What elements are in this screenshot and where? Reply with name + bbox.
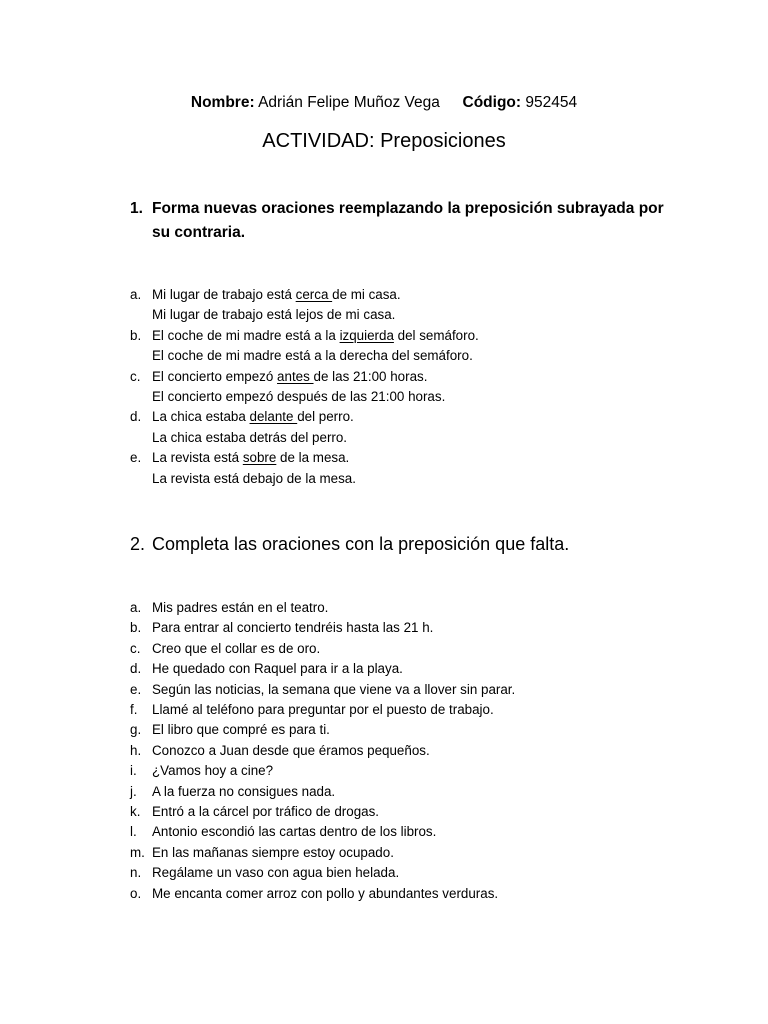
list-item bbox=[130, 639, 630, 659]
sentence-end: del semáforo. bbox=[393, 327, 479, 343]
question-1-instruction: Forma nuevas oraciones reemplazando la preposición subrayada por su contraria. bbox=[152, 200, 664, 241]
item-letter: c. bbox=[130, 368, 141, 384]
list-item bbox=[130, 761, 630, 781]
completed-sentence: Llamé al teléfono para preguntar por el puesto de trabajo. bbox=[152, 702, 494, 718]
sentence-end: de las 21:00 horas. bbox=[313, 368, 428, 384]
question-1-number: 1. bbox=[130, 200, 143, 217]
sentence-start: La chica estaba bbox=[152, 409, 250, 425]
completed-sentence: Entró a la cárcel por tráfico de drogas. bbox=[152, 804, 380, 820]
answer-sentence: Mi lugar de trabajo está lejos de mi casa. bbox=[152, 307, 396, 323]
underlined-preposition: antes bbox=[277, 368, 314, 384]
completed-sentence: He quedado con Raquel para ir a la playa. bbox=[152, 661, 403, 677]
list-item bbox=[130, 884, 630, 904]
list-item bbox=[130, 700, 630, 720]
item-letter: a. bbox=[130, 287, 142, 302]
page-title: ACTIVIDAD: Preposiciones bbox=[262, 130, 506, 152]
sentence-end: del perro. bbox=[297, 409, 354, 425]
completed-sentence: A la fuerza no consigues nada. bbox=[152, 783, 336, 799]
student-name: Adrián Felipe Muñoz Vega bbox=[258, 94, 440, 111]
question-2-list bbox=[130, 598, 630, 904]
question-1-list bbox=[130, 285, 630, 489]
original-sentence bbox=[152, 328, 479, 343]
sentence-start: El concierto empezó bbox=[152, 368, 278, 384]
sentence-end: de la mesa. bbox=[276, 450, 350, 466]
completed-sentence: En las mañanas siempre estoy ocupado. bbox=[152, 844, 394, 860]
underlined-preposition: izquierda bbox=[339, 327, 394, 343]
question-1 bbox=[130, 197, 670, 245]
item-letter: o. bbox=[130, 885, 142, 901]
completed-sentence: Creo que el collar es de oro. bbox=[152, 640, 321, 656]
item-letter: f. bbox=[130, 702, 138, 718]
item-letter: l. bbox=[130, 824, 137, 840]
list-item bbox=[130, 285, 630, 326]
item-letter: k. bbox=[130, 804, 141, 820]
completed-sentence: Mis padres están en el teatro. bbox=[152, 600, 329, 615]
original-sentence bbox=[152, 450, 349, 465]
item-letter: c. bbox=[130, 640, 141, 656]
list-item bbox=[130, 863, 630, 883]
completed-sentence: Conozco a Juan desde que éramos pequeños. bbox=[152, 742, 430, 758]
item-letter: g. bbox=[130, 722, 142, 738]
item-letter: e. bbox=[130, 681, 142, 697]
completed-sentence: ¿Vamos hoy a cine? bbox=[152, 763, 274, 779]
item-letter: b. bbox=[130, 620, 142, 636]
list-item bbox=[130, 326, 630, 367]
question-2 bbox=[130, 532, 690, 556]
item-letter: a. bbox=[130, 600, 142, 615]
item-letter: d. bbox=[130, 409, 142, 425]
completed-sentence: Para entrar al concierto tendréis hasta las 21 h. bbox=[152, 620, 434, 636]
completed-sentence: Me encanta comer arroz con pollo y abundantes verduras. bbox=[152, 885, 499, 901]
list-item bbox=[130, 720, 630, 740]
list-item bbox=[130, 680, 630, 700]
item-letter: n. bbox=[130, 865, 142, 881]
completed-sentence: Regálame un vaso con agua bien helada. bbox=[152, 865, 400, 881]
original-sentence bbox=[152, 409, 354, 424]
answer-sentence: La revista está debajo de la mesa. bbox=[152, 470, 356, 486]
list-item bbox=[130, 659, 630, 679]
item-letter: b. bbox=[130, 327, 142, 343]
item-letter: j. bbox=[130, 783, 137, 799]
underlined-preposition: cerca bbox=[295, 287, 333, 302]
list-item bbox=[130, 802, 630, 822]
answer-sentence: El concierto empezó después de las 21:00 horas. bbox=[152, 389, 446, 405]
item-letter: i. bbox=[130, 763, 137, 779]
list-item bbox=[130, 741, 630, 761]
sentence-end: de mi casa. bbox=[332, 287, 401, 302]
question-2-instruction: Completa las oraciones con la preposición que falta. bbox=[152, 534, 570, 554]
answer-sentence: El coche de mi madre está a la derecha del semáforo. bbox=[152, 348, 473, 364]
item-letter: h. bbox=[130, 742, 142, 758]
item-letter: e. bbox=[130, 450, 142, 466]
original-sentence bbox=[152, 287, 401, 302]
list-item bbox=[130, 448, 630, 489]
sentence-start: Mi lugar de trabajo está bbox=[152, 287, 296, 302]
item-letter: d. bbox=[130, 661, 142, 677]
sentence-start: La revista está bbox=[152, 450, 243, 466]
name-label: Nombre: bbox=[190, 94, 255, 111]
completed-sentence: Según las noticias, la semana que viene va a llover sin parar. bbox=[152, 681, 516, 697]
item-letter: m. bbox=[130, 844, 145, 860]
original-sentence bbox=[152, 369, 427, 384]
list-item bbox=[130, 407, 630, 448]
sentence-start: El coche de mi madre está a la bbox=[152, 327, 340, 343]
list-item bbox=[130, 843, 630, 863]
underlined-preposition: delante bbox=[249, 409, 298, 425]
list-item bbox=[130, 822, 630, 842]
list-item bbox=[130, 782, 630, 802]
code-label: Código: bbox=[462, 94, 522, 111]
question-2-number: 2. bbox=[130, 534, 146, 554]
list-item bbox=[130, 598, 630, 618]
completed-sentence: Antonio escondió las cartas dentro de los libros. bbox=[152, 824, 437, 840]
completed-sentence: El libro que compré es para ti. bbox=[152, 722, 330, 738]
student-info-line bbox=[0, 93, 768, 113]
answer-sentence: La chica estaba detrás del perro. bbox=[152, 429, 348, 445]
list-item bbox=[130, 367, 630, 408]
student-code: 952454 bbox=[525, 94, 578, 111]
underlined-preposition: sobre bbox=[242, 450, 277, 466]
list-item bbox=[130, 618, 630, 638]
